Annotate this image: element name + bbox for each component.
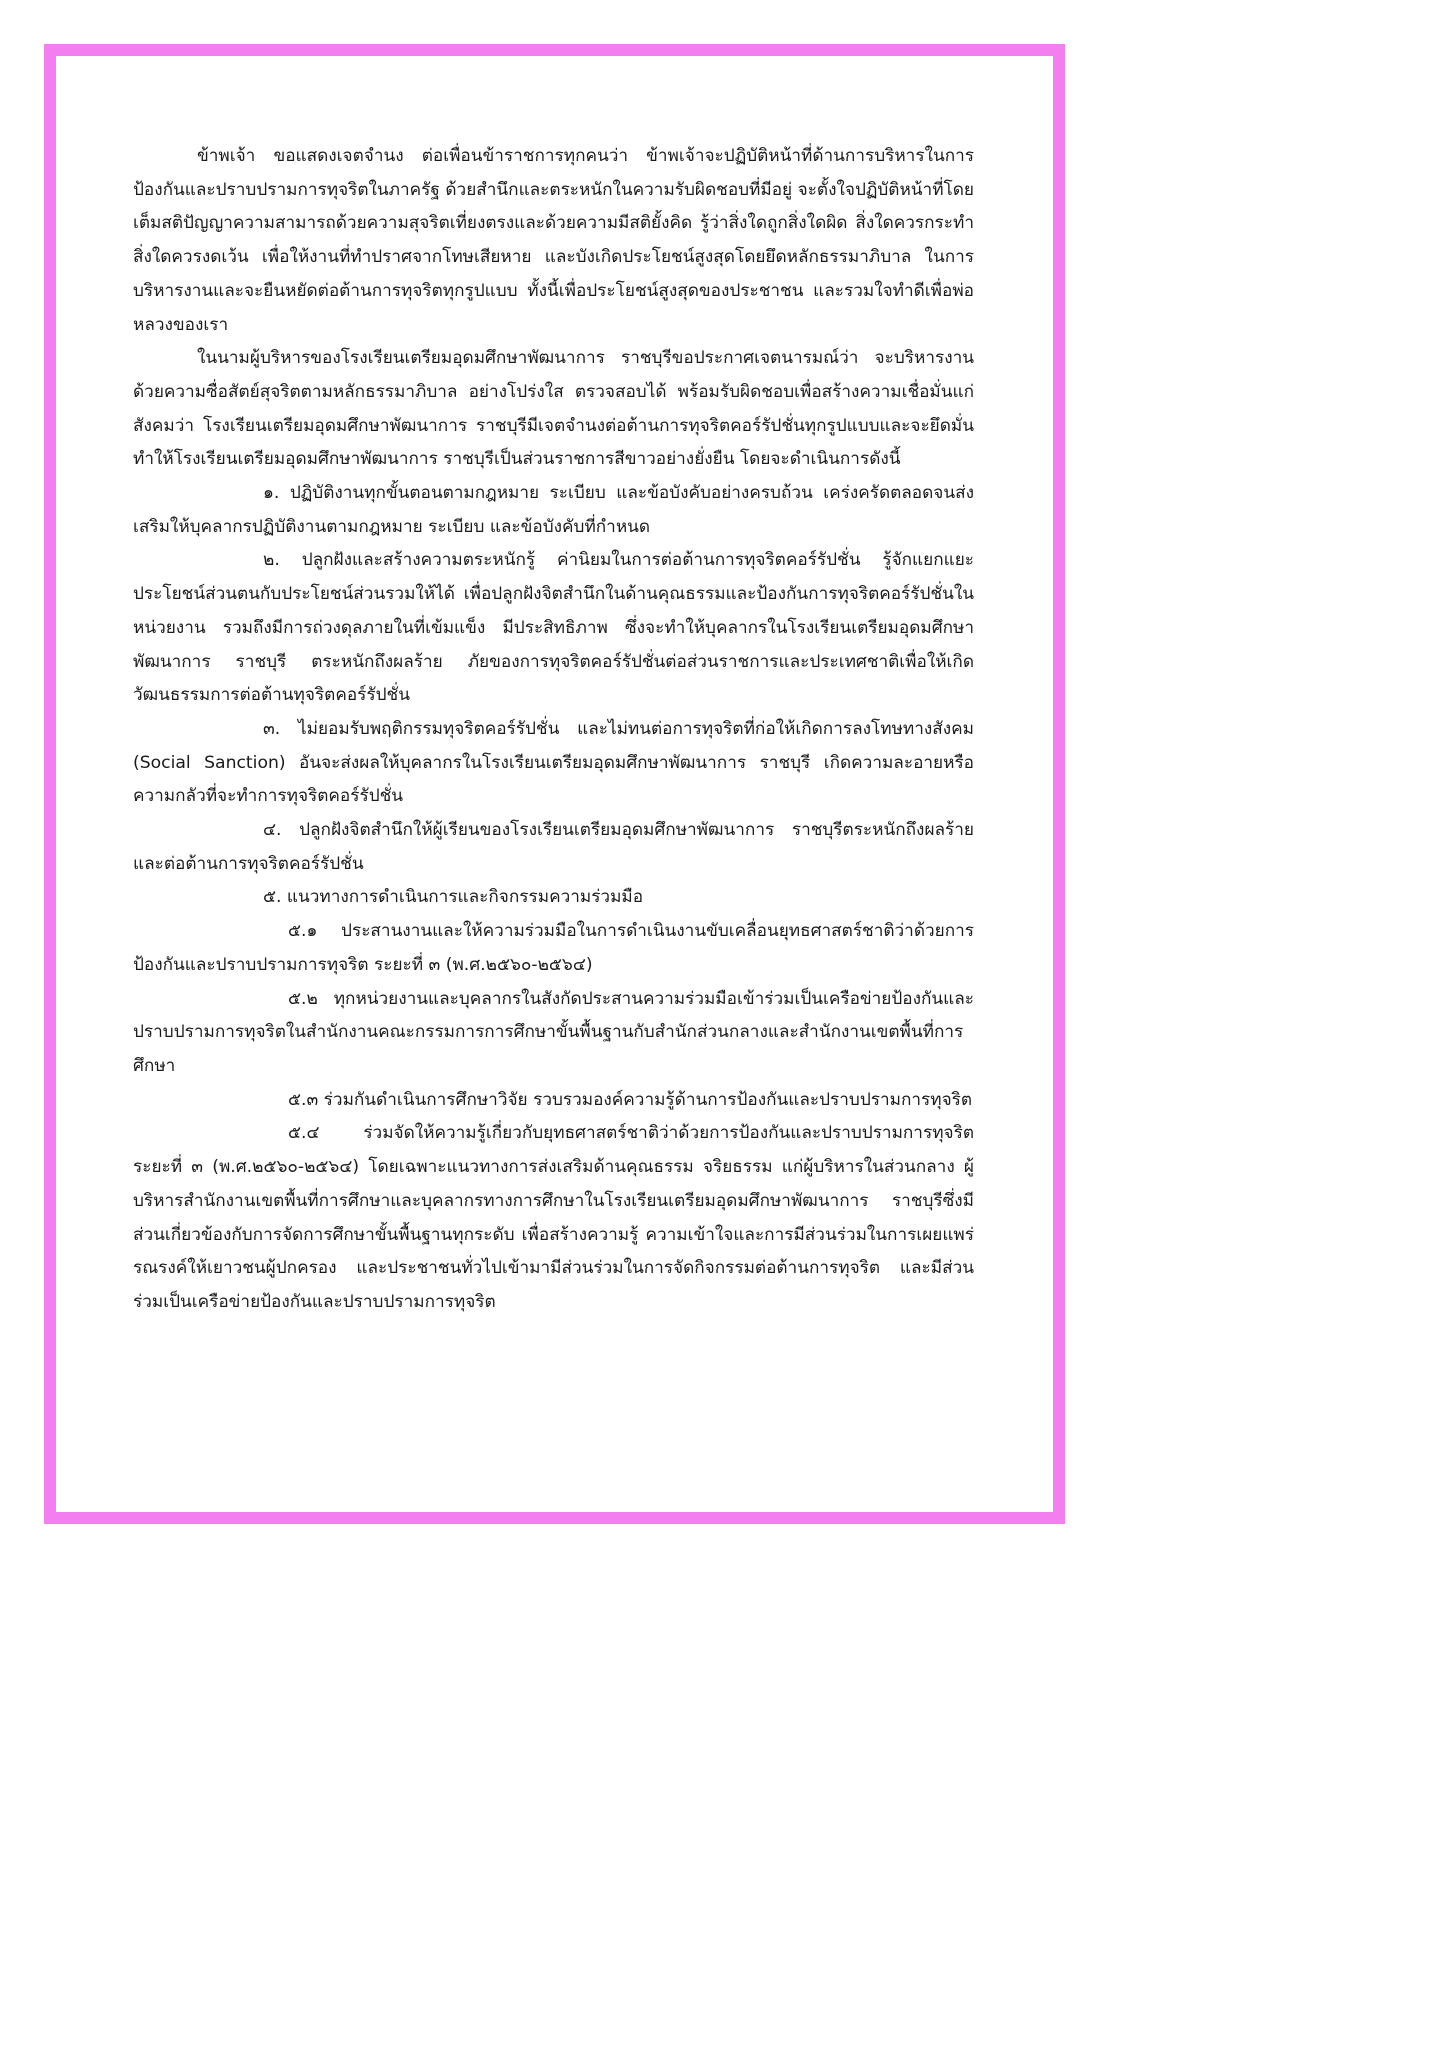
- item-5-2: ๕.๒ ทุกหน่วยงานและบุคลากรในสังกัดประสานความร่วมมือเข้าร่วมเป็นเครือข่ายป้องกันและปราบปรามการทุจริตในสำนักงานคณะกรรมการการศึกษาขั้นพื้นฐานกับสำนักส่วนกลางและสำนักงานเขตพื้นที่การศึกษา: [133, 988, 974, 1076]
- item-5-1: ๕.๑ ประสานงานและให้ความร่วมมือในการดำเนินงานขับเคลื่อนยุทธศาสตร์ชาติว่าด้วยการป้องกันและปราบปรามการทุจริต ระยะที่ ๓ (พ.ศ.๒๕๖๐-๒๕๖๔): [133, 921, 974, 975]
- item-4: ๔. ปลูกฝังจิตสำนึกให้ผู้เรียนของโรงเรียนเตรียมอุดมศึกษาพัฒนาการ ราชบุรีตระหนักถึงผลร้าย และต่อต้านการทุจริตคอร์รัปชั่น: [133, 820, 974, 874]
- item-5: ๕. แนวทางการดำเนินการและกิจกรรมความร่วมมือ: [263, 887, 644, 908]
- paragraph-intent-statement: ข้าพเจ้า ขอแสดงเจตจำนง ต่อเพื่อนข้าราชการทุกคนว่า ข้าพเจ้าจะปฏิบัติหน้าที่ด้านการบริหารในการป้องกันและปราบปรามการทุจริตในภาครัฐ ด้วยสำนึกและตระหนักในความรับผิดชอบที่มีอยู่ จะตั้งใจปฏิบัติหน้าที่โดยเต็มสติปัญญาความสามารถด้วยความสุจริตเที่ยงตรงและด้วยความมีสติยั้งคิด รู้ว่าสิ่งใดถูกสิ่งใดผิด สิ่งใดควรกระทำสิ่งใดควรงดเว้น เพื่อให้งานที่ทำปราศจากโทษเสียหาย และบังเกิดประโยชน์สูงสุดโดยยึดหลักธรรมาภิบาล ในการบริหารงานและจะยืนหยัดต่อต้านการทุจริตทุกรูปแบบ ทั้งนี้เพื่อประโยชน์สูงสุดของประชาชน และรวมใจทำดีเพื่อพ่อหลวงของเรา: [133, 146, 974, 335]
- item-1: ๑. ปฏิบัติงานทุกขั้นตอนตามกฎหมาย ระเบียบ และข้อบังคับอย่างครบถ้วน เคร่งครัดตลอดจนส่งเสริมให้บุคลากรปฏิบัติงานตามกฎหมาย ระเบียบ และข้อบังคับที่กำหนด: [133, 483, 974, 537]
- item-3: ๓. ไม่ยอมรับพฤติกรรมทุจริตคอร์รัปชั่น และไม่ทนต่อการทุจริตที่ก่อให้เกิดการลงโทษทางสังคม (Social Sanction) อันจะส่งผลให้บุคลากรในโรงเรียนเตรียมอุดมศึกษาพัฒนาการ ราชบุรี เกิดความละอายหรือความกลัวที่จะทำการทุจริตคอร์รัปชั่น: [133, 718, 974, 807]
- item-2: ๒. ปลูกฝังและสร้างความตระหนักรู้ ค่านิยมในการต่อต้านการทุจริตคอร์รัปชั่น รู้จักแยกแยะประโยชน์ส่วนตนกับประโยชน์ส่วนรวมให้ได้ เพื่อปลูกฝังจิตสำนึกในด้านคุณธรรมและป้องกันการทุจริตคอร์รัปชั่นในหน่วยงาน รวมถึงมีการถ่วงดุลภายในที่เข้มแข็ง มีประสิทธิภาพ ซึ่งจะทำให้บุคลากรในโรงเรียนเตรียมอุดมศึกษาพัฒนาการ ราชบุรี ตระหนักถึงผลร้าย ภัยของการทุจริตคอร์รัปชั่นต่อส่วนราชการและประเทศชาติเพื่อให้เกิดวัฒนธรรมการต่อต้านทุจริตคอร์รัปชั่น: [133, 550, 974, 706]
- document-body: [133, 140, 974, 1320]
- item-5-4: ๕.๔ ร่วมจัดให้ความรู้เกี่ยวกับยุทธศาสตร์ชาติว่าด้วยการป้องกันและปราบปรามการทุจริต ระยะที่ ๓ (พ.ศ.๒๕๖๐-๒๕๖๔) โดยเฉพาะแนวทางการส่งเสริมด้านคุณธรรม จริยธรรม แก่ผู้บริหารในส่วนกลาง ผู้บริหารสำนักงานเขตพื้นที่การศึกษาและบุคลากรทางการศึกษาในโรงเรียนเตรียมอุดมศึกษาพัฒนาการ ราชบุรีซึ่งมีส่วนเกี่ยวข้องกับการจัดการศึกษาขั้นพื้นฐานทุกระดับ เพื่อสร้างความรู้ ความเข้าใจและการมีส่วนร่วมในการเผยแพร่รณรงค์ให้เยาวชนผู้ปกครอง และประชาชนทั่วไปเข้ามามีส่วนร่วมในการจัดกิจกรรมต่อต้านการทุจริต และมีส่วนร่วมเป็นเครือข่ายป้องกันและปราบปรามการทุจริต: [133, 1123, 974, 1312]
- item-5-3: ๕.๓ ร่วมกันดำเนินการศึกษาวิจัย รวบรวมองค์ความรู้ด้านการป้องกันและปราบปรามการทุจริต: [288, 1089, 973, 1110]
- paragraph-school-declaration: ในนามผู้บริหารของโรงเรียนเตรียมอุดมศึกษาพัฒนาการ ราชบุรีขอประกาศเจตนารมณ์ว่า จะบริหารงานด้วยความซื่อสัตย์สุจริตตามหลักธรรมาภิบาล อย่างโปร่งใส ตรวจสอบได้ พร้อมรับผิดชอบเพื่อสร้างความเชื่อมั่นแก่สังคมว่า โรงเรียนเตรียมอุดมศึกษาพัฒนาการ ราชบุรีมีเจตจำนงต่อต้านการทุจริตคอร์รัปชั่นทุกรูปแบบและจะยึดมั่นทำให้โรงเรียนเตรียมอุดมศึกษาพัฒนาการ ราชบุรีเป็นส่วนราชการสีขาวอย่างยั่งยืน โดยจะดำเนินการดังนี้: [133, 348, 974, 470]
